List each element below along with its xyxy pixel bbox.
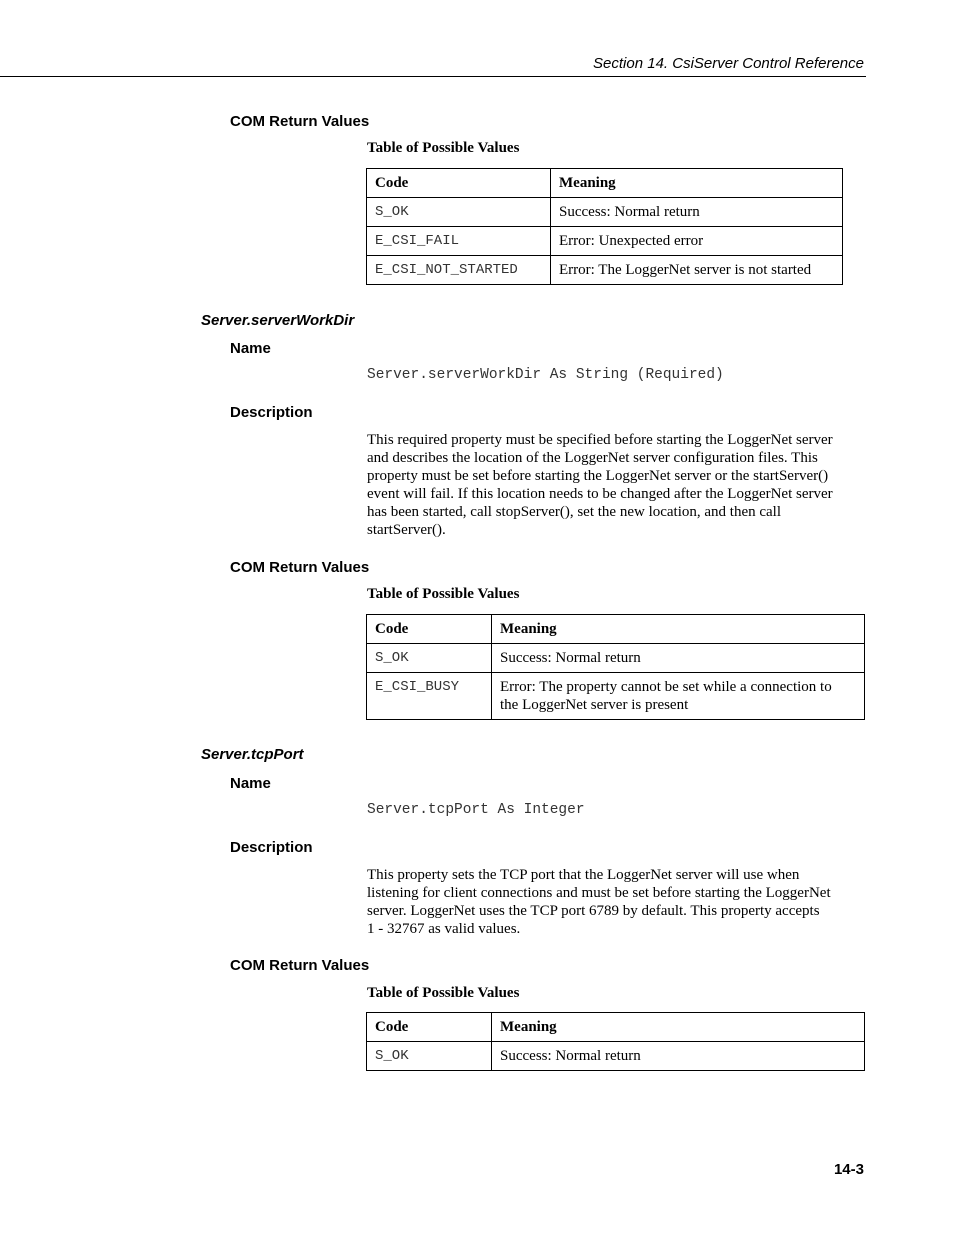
code-cell: S_OK [367,644,492,673]
description-line: event will fail. If this location needs to be changed after the LoggerNet server [367,486,833,502]
header-rule [0,76,866,77]
code-cell: S_OK [367,198,551,227]
column-header-code: Code [367,615,492,644]
meaning-line: Error: The property cannot be set while a connection to [500,679,832,695]
name-heading: Name [230,340,271,357]
table-caption: Table of Possible Values [367,586,520,602]
table-row [367,1042,865,1071]
table-row [367,644,865,673]
description-line: and describes the location of the LoggerNet server configuration files. This [367,450,818,466]
description-line: listening for client connections and must be set before starting the LoggerNet [367,885,831,901]
description-paragraph [367,866,831,938]
page-number: 14-3 [833,1161,864,1178]
return-values-table [366,614,865,720]
column-header-meaning: Meaning [551,169,843,198]
description-paragraph [367,431,833,539]
code-cell: S_OK [367,1042,492,1071]
description-line: property must be set before starting the LoggerNet server or the startServer() [367,468,829,484]
method-title: Server.tcpPort [201,746,304,763]
code-cell: E_CSI_BUSY [367,673,492,720]
signature: Server.serverWorkDir As String (Required) [367,367,724,383]
description-heading: Description [230,404,313,421]
meaning-cell: Error: Unexpected error [551,227,843,256]
return-values-table [366,1012,865,1071]
description-line: server. LoggerNet uses the TCP port 6789 by default. This property accepts [367,903,820,919]
table-row [367,256,843,285]
column-header-code: Code [367,1013,492,1042]
meaning-cell: Success: Normal return [492,1042,865,1071]
table-row [367,198,843,227]
description-line: 1 - 32767 as valid values. [367,921,521,937]
com-return-values-heading: COM Return Values [230,559,370,576]
running-header: Section 14. CsiServer Control Reference [593,55,864,72]
description-line: This required property must be specified before starting the LoggerNet server [367,432,833,448]
description-line: startServer(). [367,522,446,538]
description-line: This property sets the TCP port that the LoggerNet server will use when [367,867,800,883]
description-line: has been started, call stopServer(), set the new location, and then call [367,504,782,520]
table-row [367,673,865,720]
com-return-values-heading: COM Return Values [230,113,370,130]
method-title: Server.serverWorkDir [201,312,355,329]
description-heading: Description [230,839,313,856]
return-values-table [366,168,843,285]
meaning-cell: Success: Normal return [492,644,865,673]
code-cell: E_CSI_NOT_STARTED [367,256,551,285]
column-header-meaning: Meaning [492,615,865,644]
code-cell: E_CSI_FAIL [367,227,551,256]
column-header-meaning: Meaning [492,1013,865,1042]
table-caption: Table of Possible Values [367,985,520,1001]
meaning-cell: Success: Normal return [551,198,843,227]
table-caption: Table of Possible Values [367,140,520,156]
table-row [367,227,843,256]
table-header-row [367,1013,865,1042]
meaning-cell: Error: The LoggerNet server is not started [551,256,843,285]
table-header-row [367,615,865,644]
com-return-values-heading: COM Return Values [230,957,370,974]
meaning-cell [492,673,865,720]
signature: Server.tcpPort As Integer [367,802,585,818]
name-heading: Name [230,775,271,792]
meaning-line: the LoggerNet server is present [500,697,689,713]
column-header-code: Code [367,169,551,198]
table-header-row [367,169,843,198]
